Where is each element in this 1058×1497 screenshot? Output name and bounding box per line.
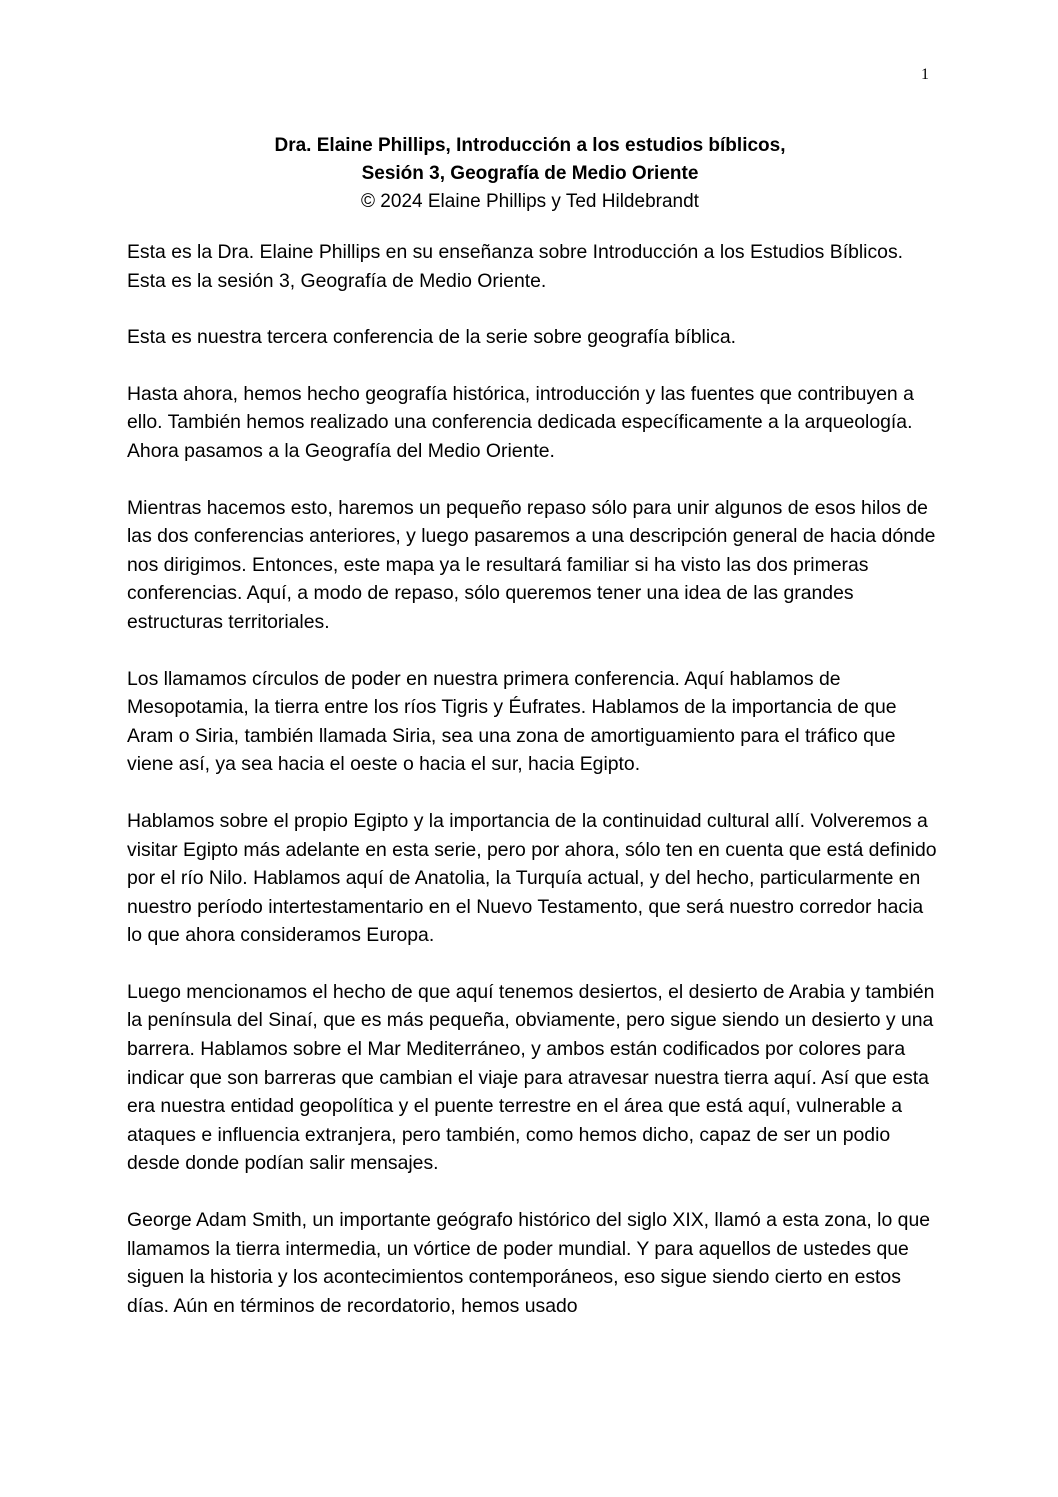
title-line-1: Dra. Elaine Phillips, Introducción a los estudios bíblicos, bbox=[274, 135, 786, 156]
document-body bbox=[127, 238, 942, 1348]
paragraph: Hablamos sobre el propio Egipto y la importancia de la continuidad cultural allí. Volveremos a visitar Egipto más adelante en esta serie, pero por ahora, sólo ten en cuenta que está definido por el río Nilo. Hablamos aquí de Anatolia, la Turquía actual, y del hecho, particularmente en nuestro período intertestamentario en el Nuevo Testamento, que será nuestro corredor hacia lo que ahora consideramos Europa. bbox=[127, 809, 937, 947]
paragraph: Los llamamos círculos de poder en nuestra primera conferencia. Aquí hablamos de Mesopotamia, la tierra entre los ríos Tigris y Éufrates. Hablamos de la importancia de que Aram o Siria, también llamada Siria, sea una zona de amortiguamiento para el tráfico que viene así, ya sea hacia el oeste o hacia el sur, hacia Egipto. bbox=[127, 667, 897, 776]
copyright-line: © 2024 Elaine Phillips y Ted Hildebrandt bbox=[361, 191, 699, 212]
document-header bbox=[130, 132, 930, 216]
paragraph: Mientras hacemos esto, haremos un pequeño repaso sólo para unir algunos de esos hilos de las dos conferencias anteriores, y luego pasaremos a una descripción general de hacia dónde nos dirigimos. Entonces, este mapa ya le resultará familiar si ha visto las dos primeras conferencias. Aquí, a modo de repaso, sólo queremos tener una idea de las grandes estructuras territoriales. bbox=[127, 496, 936, 633]
paragraph: Luego mencionamos el hecho de que aquí tenemos desiertos, el desierto de Arabia y también la península del Sinaí, que es más pequeña, obviamente, pero sigue siendo un desierto y una barrera. Hablamos sobre el Mar Mediterráneo, y ambos están codificados por colores para indicar que son barreras que cambian el viaje para atravesar nuestra tierra aquí. Así que esta era nuestra entidad geopolítica y el puente terrestre en el área que está aquí, vulnerable a ataques e influencia extranjera, pero también, como hemos dicho, capaz de ser un podio desde donde podían salir mensajes. bbox=[127, 980, 935, 1175]
paragraph: Esta es la Dra. Elaine Phillips en su enseñanza sobre Introducción a los Estudios Bíblicos. Esta es la sesión 3, Geografía de Medio Oriente. bbox=[127, 241, 904, 292]
title-line-2: Sesión 3, Geografía de Medio Oriente bbox=[361, 163, 699, 184]
page-number: 1 bbox=[921, 66, 929, 83]
paragraph: Hasta ahora, hemos hecho geografía histórica, introducción y las fuentes que contribuyen a ello. También hemos realizado una conferencia dedicada específicamente a la arqueología. Ahora pasamos a la Geografía del Medio Oriente. bbox=[127, 382, 914, 462]
paragraph: Esta es nuestra tercera conferencia de la serie sobre geografía bíblica. bbox=[127, 326, 736, 349]
paragraph: George Adam Smith, un importante geógrafo histórico del siglo XIX, llamó a esta zona, lo que llamamos la tierra intermedia, un vórtice de poder mundial. Y para aquellos de ustedes que siguen la historia y los acontecimientos contemporáneos, eso sigue siendo cierto en estos días. Aún en términos de recordatorio, hemos usado bbox=[127, 1209, 931, 1317]
